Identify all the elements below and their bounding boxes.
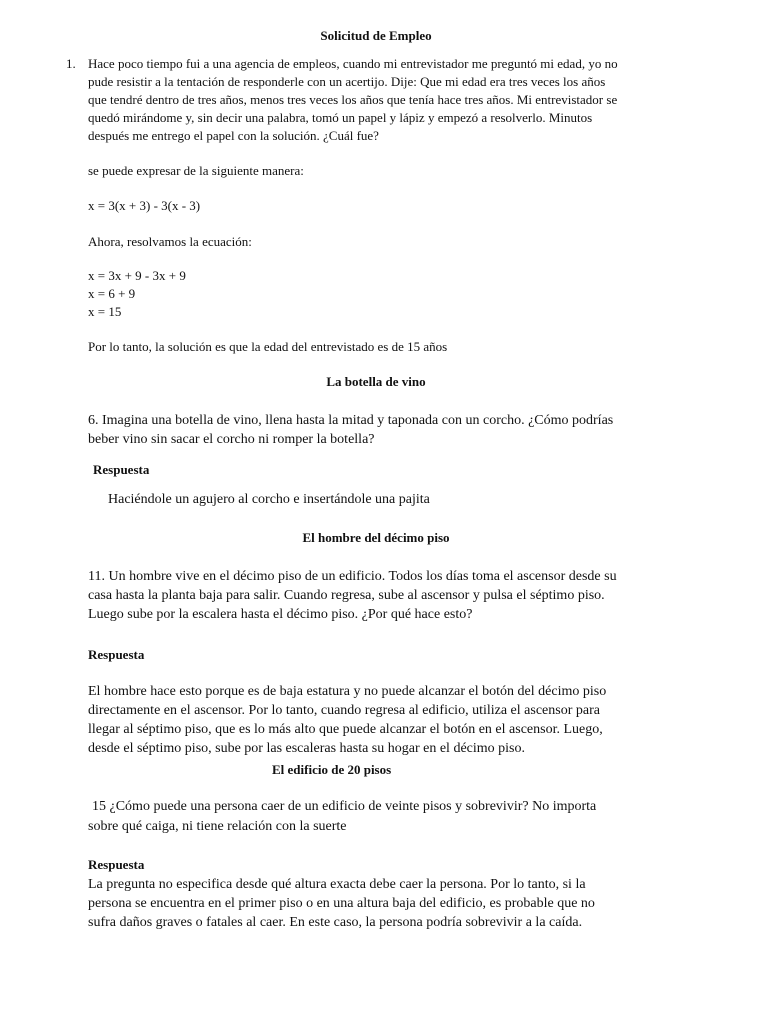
equation: x = 3(x + 3) - 3(x - 3) — [88, 198, 201, 213]
answer-line: El hombre hace esto porque es de baja estatura y no puede alcanzar el botón del décimo piso — [88, 684, 607, 699]
answer-heading: Respuesta — [93, 462, 150, 477]
question-line: después me entrego el papel con la solución. ¿Cuál fue? — [88, 128, 379, 143]
answer-text: Haciéndole un agujero al corcho e insertándole una pajita — [108, 492, 430, 507]
answer-line: persona se encuentra en el primer piso o en una altura baja del edificio, es probable que no — [88, 896, 595, 911]
section-title-solicitud: Solicitud de Empleo — [320, 28, 432, 43]
question-line: quedó mirándome y, sin decir una palabra, tomó un papel y lápiz y empezó a resolverlo. Minutos — [88, 110, 593, 125]
conclusion-text: Por lo tanto, la solución es que la edad del entrevistado es de 15 años — [88, 339, 448, 354]
equation-step: x = 6 + 9 — [88, 286, 136, 301]
list-number: 1. — [66, 56, 76, 71]
answer-heading: Respuesta — [88, 647, 145, 662]
equation-step: x = 3x + 9 - 3x + 9 — [88, 268, 186, 283]
answer-line: llegar al séptimo piso, que es lo más alto que puede alcanzar el botón en el ascensor. Luego, — [88, 722, 603, 737]
section-title-decimo-piso: El hombre del décimo piso — [302, 530, 450, 545]
question-line: 11. Un hombre vive en el décimo piso de un edificio. Todos los días toma el ascensor desde su — [88, 569, 617, 584]
solve-intro: Ahora, resolvamos la ecuación: — [88, 234, 252, 249]
question-line: 6. Imagina una botella de vino, llena hasta la mitad y taponada con un corcho. ¿Cómo podrías — [88, 413, 614, 428]
equation-step: x = 15 — [88, 304, 122, 319]
answer-line: La pregunta no especifica desde qué altura exacta debe caer la persona. Por lo tanto, si la — [88, 877, 586, 892]
question-line: Luego sube por la escalera hasta el décimo piso. ¿Por qué hace esto? — [88, 607, 473, 622]
question-line: beber vino sin sacar el corcho ni romper la botella? — [88, 432, 375, 447]
question-line: casa hasta la planta baja para salir. Cuando regresa, sube al ascensor y pulsa el séptimo piso. — [88, 588, 605, 603]
answer-line: sufra daños graves o fatales al caer. En este caso, la persona podría sobrevivir a la caída. — [88, 915, 583, 930]
answer-heading: Respuesta — [88, 857, 145, 872]
section-title-botella: La botella de vino — [326, 374, 426, 389]
intro-text: se puede expresar de la siguiente manera: — [88, 163, 304, 178]
question-line: 15 ¿Cómo puede una persona caer de un edificio de veinte pisos y sobrevivir? No importa — [92, 799, 597, 814]
question-line: Hace poco tiempo fui a una agencia de empleos, cuando mi entrevistador me preguntó mi edad, yo no — [88, 56, 618, 71]
answer-line: desde el séptimo piso, sube por las escaleras hasta su hogar en el décimo piso. — [88, 741, 525, 756]
question-line: pude resistir a la tentación de responderle con un acertijo. Dije: Que mi edad era tres veces los años — [88, 74, 606, 89]
section-title-edificio: El edificio de 20 pisos — [272, 762, 392, 777]
answer-line: directamente en el ascensor. Por lo tanto, cuando regresa al edificio, utiliza el ascensor para — [88, 703, 600, 718]
question-line: sobre qué caiga, ni tiene relación con la suerte — [88, 819, 347, 834]
question-line: que tendré dentro de tres años, menos tres veces los años que tenía hace tres años. Mi entrevistador se — [88, 92, 618, 107]
